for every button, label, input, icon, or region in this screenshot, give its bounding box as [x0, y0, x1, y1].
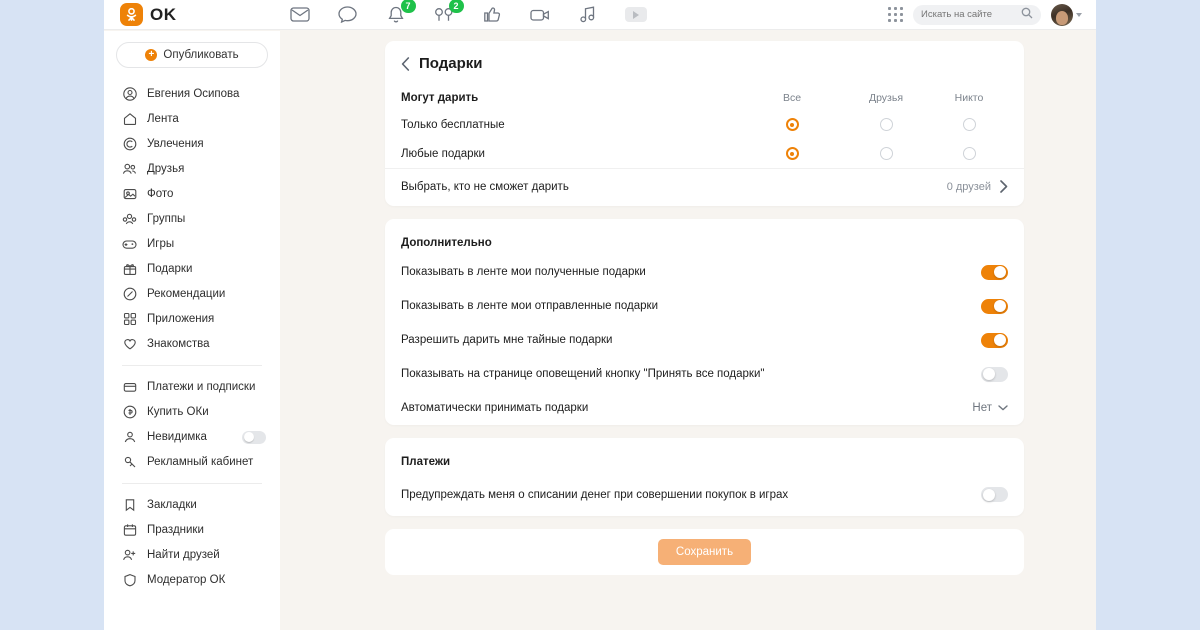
section-title-additional: Дополнительно [401, 237, 492, 249]
sidebar-item-label: Невидимка [147, 431, 207, 443]
sidebar-item-recommendations[interactable] [104, 282, 280, 306]
sidebar-item-label: Друзья [147, 163, 185, 175]
toggle-show-sent[interactable] [981, 299, 1008, 314]
sidebar-item-label: Праздники [147, 524, 204, 536]
sidebar-group-services [104, 375, 280, 474]
sidebar-item-gifts[interactable] [104, 257, 280, 281]
events-icon[interactable] [433, 0, 459, 26]
option-accept-all-button [385, 357, 1024, 391]
sidebar-item-label: Приложения [147, 313, 215, 325]
save-card [385, 529, 1024, 575]
card-header [385, 41, 1024, 82]
sidebar-item-bookmarks[interactable] [104, 493, 280, 517]
sidebar-item-groups[interactable] [104, 207, 280, 231]
radio-free-nobody[interactable] [963, 118, 976, 131]
sidebar-item-label: Увлечения [147, 138, 204, 150]
search-box[interactable] [913, 5, 1041, 25]
user-menu[interactable] [1051, 4, 1082, 26]
main-content [280, 31, 1096, 630]
apps-grid-icon[interactable] [888, 7, 903, 22]
sidebar-item-friends[interactable] [104, 157, 280, 181]
user-icon [122, 87, 137, 102]
sidebar-group-extra [104, 493, 280, 592]
auto-accept-select[interactable] [972, 402, 1008, 414]
ok-logo-text: OK [150, 4, 177, 24]
row-label: Предупреждать меня о списании денег при совершении покупок в играх [401, 488, 789, 501]
top-nav [289, 0, 647, 26]
section-title-can-gift: Могут дарить [401, 92, 479, 104]
gift-row-free-only [385, 110, 1024, 139]
avatar [1051, 4, 1073, 26]
sidebar-item-buy-oki[interactable] [104, 400, 280, 424]
invisible-icon [122, 430, 137, 445]
toggle-warn-game-purchases[interactable] [981, 487, 1008, 502]
exclude-friends-count: 0 друзей [946, 180, 991, 193]
dating-icon [122, 337, 137, 352]
radio-free-friends[interactable] [880, 118, 893, 131]
sidebar-item-label: Подарки [147, 263, 193, 275]
payments-icon [122, 380, 137, 395]
sidebar-item-apps[interactable] [104, 307, 280, 331]
toggle-accept-all-button[interactable] [981, 367, 1008, 382]
section-title-payments: Платежи [401, 456, 451, 468]
search-input[interactable] [921, 9, 1021, 20]
chevron-right-icon [1000, 180, 1008, 193]
sidebar-item-games[interactable] [104, 232, 280, 256]
sidebar [104, 31, 280, 630]
sidebar-item-photos[interactable] [104, 182, 280, 206]
groups-icon [122, 212, 137, 227]
sidebar-item-label: Модератор ОК [147, 574, 226, 586]
sidebar-item-label: Знакомства [147, 338, 210, 350]
publish-label: Опубликовать [163, 49, 239, 61]
payments-header [385, 438, 1024, 474]
row-label: Показывать на странице оповещений кнопку "Принять все подарки" [401, 368, 765, 380]
row-label: Только бесплатные [401, 118, 505, 131]
page-title: Подарки [419, 55, 483, 72]
column-header-nobody: Никто [954, 92, 984, 104]
sidebar-divider-2 [122, 483, 262, 484]
plus-icon: + [145, 49, 157, 61]
toggle-allow-secret[interactable] [981, 333, 1008, 348]
marks-icon[interactable] [481, 4, 503, 26]
radio-any-all[interactable] [786, 147, 799, 160]
sidebar-item-hobbies[interactable] [104, 132, 280, 156]
app-window [104, 0, 1096, 630]
notifications-icon[interactable] [385, 0, 411, 26]
sidebar-group-main [104, 82, 280, 356]
sidebar-item-label: Найти друзей [147, 549, 220, 561]
gifts-column-headers [385, 82, 1024, 110]
sidebar-item-ads[interactable] [104, 450, 280, 474]
sidebar-item-moderator[interactable] [104, 568, 280, 592]
radio-any-friends[interactable] [880, 147, 893, 160]
sidebar-item-holidays[interactable] [104, 518, 280, 542]
sidebar-item-label: Евгения Осипова [147, 88, 240, 100]
sidebar-item-label: Купить ОКи [147, 406, 209, 418]
messages-icon[interactable] [289, 4, 311, 26]
gifts-settings-card [385, 41, 1024, 206]
chevron-down-icon [1076, 13, 1082, 17]
option-allow-secret [385, 323, 1024, 357]
auto-accept-value: Нет [972, 402, 992, 414]
home-icon [122, 112, 137, 127]
row-label: Выбрать, кто не сможет дарить [401, 180, 569, 193]
sidebar-item-label: Фото [147, 188, 174, 200]
sidebar-item-find-friends[interactable] [104, 543, 280, 567]
option-auto-accept [385, 391, 1024, 425]
discussions-icon[interactable] [337, 4, 359, 26]
publish-button[interactable] [116, 42, 268, 68]
invisible-toggle[interactable] [242, 431, 266, 444]
option-warn-game-purchases [385, 474, 1024, 516]
bookmark-icon [122, 498, 137, 513]
apps-icon [122, 312, 137, 327]
row-label: Разрешить дарить мне тайные подарки [401, 334, 613, 346]
payments-settings-card [385, 438, 1024, 516]
search-icon [1021, 6, 1033, 24]
recommendations-icon [122, 287, 137, 302]
row-label: Показывать в ленте мои полученные подарки [401, 266, 646, 278]
sidebar-item-label: Рекламный кабинет [147, 456, 254, 468]
row-label: Показывать в ленте мои отправленные подарки [401, 300, 659, 312]
video-icon[interactable] [625, 4, 647, 26]
photo-icon [122, 187, 137, 202]
games-icon [122, 237, 137, 252]
sidebar-divider-1 [122, 365, 262, 366]
gift-row-any-gifts [385, 139, 1024, 168]
ads-icon [122, 455, 137, 470]
chevron-down-icon [998, 405, 1008, 411]
music-icon[interactable] [577, 4, 599, 26]
sidebar-item-profile[interactable] [104, 82, 280, 106]
moderator-icon [122, 573, 137, 588]
sidebar-item-dating[interactable] [104, 332, 280, 356]
events-badge: 2 [449, 0, 464, 13]
sidebar-item-feed[interactable] [104, 107, 280, 131]
column-header-all: Все [782, 92, 802, 104]
groups-icon[interactable] [529, 4, 551, 26]
back-icon[interactable] [401, 57, 410, 71]
sidebar-item-label: Игры [147, 238, 175, 250]
row-label: Автоматически принимать подарки [401, 402, 589, 414]
sidebar-item-label: Закладки [147, 499, 197, 511]
save-button[interactable]: Сохранить [658, 539, 751, 565]
sidebar-item-payments[interactable] [104, 375, 280, 399]
option-show-received [385, 255, 1024, 289]
additional-settings-card [385, 219, 1024, 425]
top-right-area [888, 4, 1082, 26]
sidebar-item-label: Группы [147, 213, 186, 225]
gift-icon [122, 262, 137, 277]
option-show-sent [385, 289, 1024, 323]
coin-icon [122, 405, 137, 420]
sidebar-item-invisible[interactable] [104, 425, 280, 449]
column-header-friends: Друзья [868, 92, 904, 104]
friends-icon [122, 162, 137, 177]
top-bar [104, 0, 1096, 30]
radio-free-all[interactable] [786, 118, 799, 131]
ok-logo[interactable] [120, 3, 177, 26]
row-label: Любые подарки [401, 147, 485, 160]
ok-logo-icon [120, 3, 143, 26]
hobby-icon [122, 137, 137, 152]
find-friends-icon [122, 548, 137, 563]
sidebar-item-label: Лента [147, 113, 179, 125]
additional-header [385, 219, 1024, 255]
notifications-badge: 7 [401, 0, 416, 13]
toggle-show-received[interactable] [981, 265, 1008, 280]
radio-any-nobody[interactable] [963, 147, 976, 160]
sidebar-item-label: Рекомендации [147, 288, 226, 300]
sidebar-item-label: Платежи и подписки [147, 381, 256, 393]
holidays-icon [122, 523, 137, 538]
exclude-friends-row[interactable] [385, 168, 1024, 206]
